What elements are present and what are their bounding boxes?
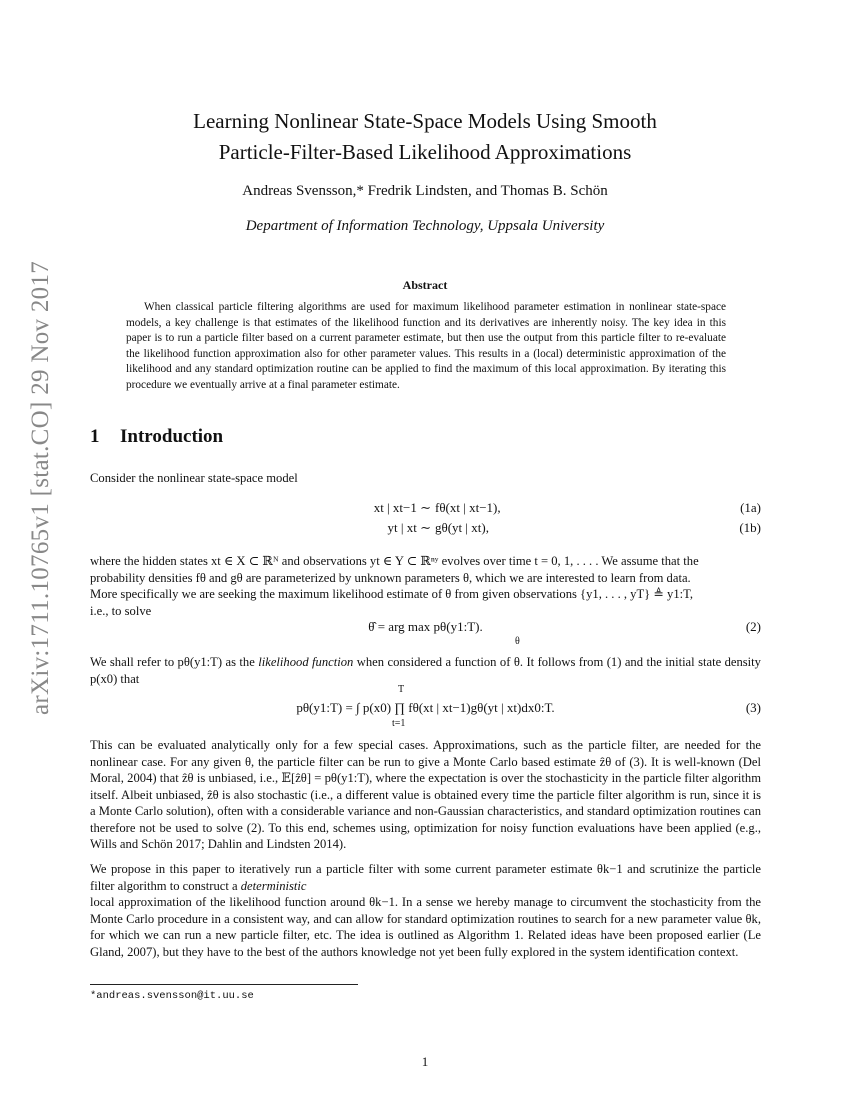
equation-1a-tag: (1a) [740, 500, 761, 515]
affiliation: Department of Information Technology, Uppsala University [245, 218, 605, 234]
section-number: 1 [90, 426, 100, 447]
arxiv-id: arXiv:1711.10765v1 [stat.CO] 29 Nov 2017 [27, 260, 54, 716]
equation-3-upper-limit: T [398, 684, 405, 695]
equation-1a-rhs: fθ(xt | xt−1), [435, 500, 501, 515]
equation-1b-rhs: gθ(yt | xt), [435, 520, 489, 535]
equation-1b-lhs: yt | xt ∼ [387, 520, 431, 535]
equation-3-lower-limit: t=1 [392, 718, 406, 729]
equation-2-subscript: θ [515, 636, 520, 647]
paragraph-proposal [90, 861, 761, 960]
page-number: 1 [421, 1054, 429, 1069]
abstract-text: When classical particle filtering algorithms are used for maximum likelihood parameter estimation in nonlinear state-space models, a key challenge is that estimates of the likelihood function and its derivatives are inherently noisy. The key idea in this paper is to run a particle filter based on a current parameter estimate, but then use the output from this particle filter to re-evaluate the likelihood function approximation also for other parameter values. This results in a (local) deterministic approximation of the likelihood and any standard optimization routine can be applied to find the maximum of this local approximation. By iterating this procedure we eventually arrive at a final parameter estimate. [126, 301, 726, 391]
section-heading [90, 426, 223, 448]
equation-2-body: θ̂ = arg max pθ(y1:T). [368, 619, 483, 634]
paragraph-likelihood [90, 654, 761, 687]
equation-2 [90, 619, 761, 649]
equation-1a [90, 500, 761, 518]
likelihood-function-term: likelihood function [258, 655, 354, 669]
equation-1a-lhs: xt | xt−1 ∼ [373, 500, 431, 515]
equation-3-tag: (3) [745, 700, 761, 715]
equation-3-body: pθ(y1:T) = ∫ p(x0) ∏ fθ(xt | xt−1)gθ(yt | xt)dx0:T. [296, 700, 555, 715]
paragraph-model-line-4: i.e., to solve [90, 603, 152, 618]
arxiv-stamp [26, 260, 56, 716]
abstract-heading: Abstract [402, 278, 448, 292]
section-title: Introduction [120, 426, 224, 447]
equation-1b-tag: (1b) [739, 520, 761, 535]
paragraph-likelihood-part-1: We shall refer to pθ(y1:T) as the [90, 655, 259, 669]
deterministic-term: deterministic [240, 878, 307, 893]
footnote-email: *andreas.svensson@it.uu.se [90, 990, 254, 1002]
authors: Andreas Svensson,* Fredrik Lindsten, and Thomas B. Schön [242, 183, 608, 199]
paragraph-intro: Consider the nonlinear state-space model [90, 471, 298, 485]
footnote-rule [90, 984, 358, 985]
paragraph-likelihood-part-2: when considered a function of θ. It follows from (1) and the initial state density p(x0) that [90, 655, 761, 686]
equation-2-tag: (2) [745, 619, 761, 634]
equation-1b [90, 520, 761, 538]
paragraph-proposal-part-2: local approximation of the likelihood function around θk−1. In a sense we hereby manage to circumvent the stochasticity from the Monte Carlo procedure in a consistent way, and can allow for standard optimization routines to search for a new parameter value θk, for which we can run a new particle filter, etc. The idea is outlined as Algorithm 1. Related ideas have been proposed earlier (Le Gland, 2007), but they have to the best of the authors knowledge not yet been fully explored in the system identification context. [90, 895, 761, 959]
paper-title-line-1: Learning Nonlinear State-Space Models Using Smooth [193, 109, 657, 133]
equation-3 [90, 684, 761, 732]
paragraph-model-line-3: More specifically we are seeking the maximum likelihood estimate of θ from given observations {y1, . . . , yT} ≜ y1:T, [90, 587, 694, 601]
paragraph-model-line-2: probability densities fθ and gθ are parameterized by unknown parameters θ, which we are interested to learn from data. [90, 570, 691, 585]
paragraph-model-line-1: where the hidden states xt ∈ X ⊂ ℝᴺ and observations yt ∈ Y ⊂ ℝⁿʸ evolves over time t = 0, 1, . . . . We assume that the [90, 554, 699, 568]
paragraph-proposal-part-1: We propose in this paper to iteratively run a particle filter with some current parameter estimate θk−1 and scrutinize the particle filter algorithm to construct a [90, 862, 761, 893]
paragraph-model [90, 553, 761, 619]
paragraph-approximation: This can be evaluated analytically only for a few special cases. Approximations, such as the particle filter, are needed for the nonlinear case. For any given θ, the particle filter can be run to give a Monte Carlo based estimate ẑθ of (3). It is well-known (Del Moral, 2004) that ẑθ is unbiased, i.e., 𝔼[ẑθ] = pθ(y1:T), where the expectation is over the stochasticity in the particle filter algorithm itself. Albeit unbiased, ẑθ is also stochastic (i.e., a different value is obtained every time the particle filter algorithm is run, since it is a Monte Carlo solution), often with a considerable variance and non-Gaussian characteristics, and standard optimization routines can therefore not be used to solve (2). To this end, schemes using, optimization for noisy function evaluations have been applied (e.g., Wills and Schön 2017; Dahlin and Lindsten 2014). [90, 738, 761, 851]
paper-title-line-2: Particle-Filter-Based Likelihood Approximations [218, 140, 632, 164]
